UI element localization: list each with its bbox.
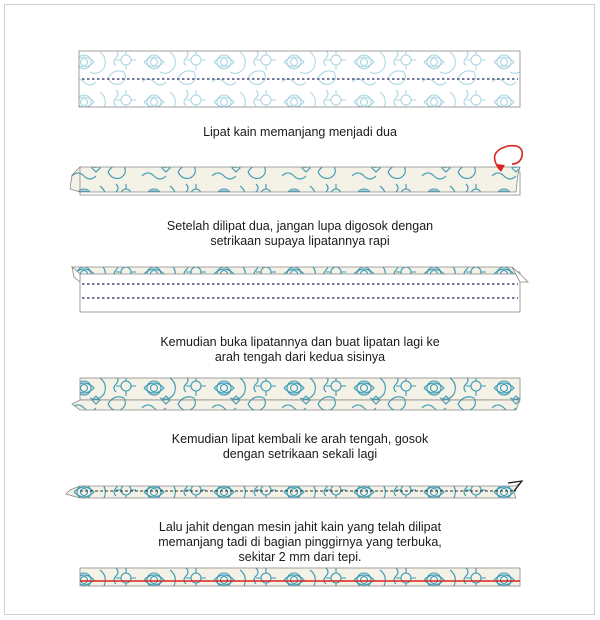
caption-line: Kemudian buka lipatannya dan buat lipatan lagi ke xyxy=(160,335,440,349)
caption-line: Lipat kain memanjang menjadi dua xyxy=(203,125,397,139)
step2-illustration xyxy=(0,142,600,206)
step3-illustration xyxy=(0,260,600,316)
caption-line: sekitar 2 mm dari tepi. xyxy=(238,550,362,564)
caption-line: memanjang tadi di bagian pinggirnya yang terbuka, xyxy=(158,535,442,549)
step5-caption xyxy=(100,520,500,565)
fabric-lower-fold xyxy=(72,400,520,410)
caption-line: arah tengah dari kedua sisinya xyxy=(214,350,386,364)
caption-line: Setelah dilipat dua, jangan lupa digosok dengan xyxy=(166,219,434,233)
step1-caption xyxy=(100,125,500,140)
sewn-strip xyxy=(80,568,520,586)
step3-caption xyxy=(100,335,500,365)
caption-line: dengan setrikaan sekali lagi xyxy=(222,447,378,461)
caption-line: Lalu jahit dengan mesin jahit kain yang telah dilipat xyxy=(158,520,442,534)
folded-edge-top xyxy=(72,267,520,274)
step4-caption xyxy=(100,432,500,462)
caption-line: Kemudian lipat kembali ke arah tengah, gosok xyxy=(171,432,429,446)
fabric-opened xyxy=(80,272,520,312)
fabric-folded-center xyxy=(80,378,520,400)
step2-caption xyxy=(100,219,500,249)
step5-illustration xyxy=(0,478,600,506)
step1-illustration xyxy=(0,48,600,110)
step6-illustration xyxy=(0,566,600,590)
fabric-folded-front xyxy=(76,167,520,192)
fold-corner-left xyxy=(70,167,80,192)
caption-line: setrikaan supaya lipatannya rapi xyxy=(210,234,390,248)
step4-illustration xyxy=(0,374,600,416)
